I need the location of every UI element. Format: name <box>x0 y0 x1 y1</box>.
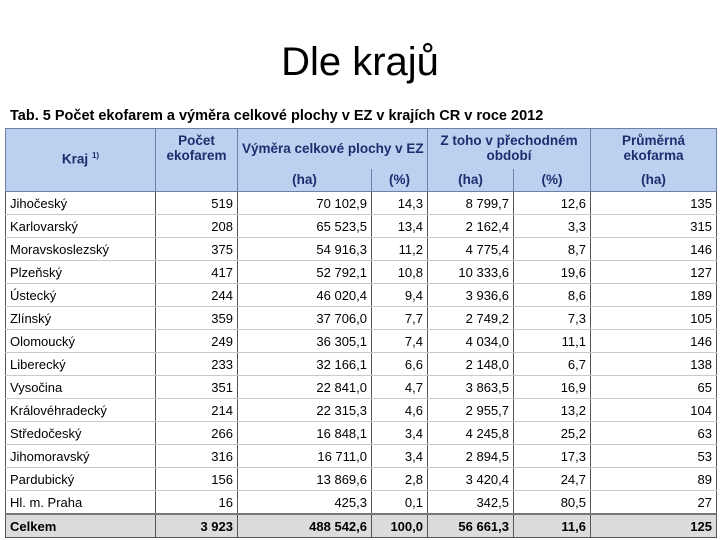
table-cell: 146 <box>591 238 717 261</box>
table-cell: 6,7 <box>514 353 591 376</box>
table-cell: 104 <box>591 399 717 422</box>
table-cell: 14,3 <box>372 192 428 215</box>
table-cell-kraj: Vysočina <box>6 376 156 399</box>
table-cell: 2 162,4 <box>428 215 514 238</box>
table-cell: 10,8 <box>372 261 428 284</box>
table-cell: 3 420,4 <box>428 468 514 491</box>
table-cell: 65 523,5 <box>238 215 372 238</box>
table-row <box>6 399 717 422</box>
table-cell-kraj: Hl. m. Praha <box>6 491 156 515</box>
table-cell: 266 <box>156 422 238 445</box>
table-cell: 135 <box>591 192 717 215</box>
table-cell-kraj: Jihočeský <box>6 192 156 215</box>
table-row <box>6 422 717 445</box>
table-cell: 7,7 <box>372 307 428 330</box>
table-cell: 65 <box>591 376 717 399</box>
slide-title: Dle krajů <box>281 40 439 84</box>
table-cell: 425,3 <box>238 491 372 515</box>
table-cell-kraj: Zlínský <box>6 307 156 330</box>
table-cell: 351 <box>156 376 238 399</box>
table-cell: 6,6 <box>372 353 428 376</box>
table-cell: 316 <box>156 445 238 468</box>
table-cell: 146 <box>591 330 717 353</box>
table-cell-kraj: Plzeňský <box>6 261 156 284</box>
table-cell: 19,6 <box>514 261 591 284</box>
table-cell: 27 <box>591 491 717 515</box>
header-vymera-ha: (ha) <box>238 169 372 192</box>
table-cell: 8,6 <box>514 284 591 307</box>
table-cell: 3,3 <box>514 215 591 238</box>
table-cell: 4,7 <box>372 376 428 399</box>
table-cell: 8,7 <box>514 238 591 261</box>
header-kraj: Kraj $^{1)}$ <box>6 129 156 192</box>
header-vymera-pct: (%) <box>372 169 428 192</box>
table-cell: 4,6 <box>372 399 428 422</box>
table-cell: 315 <box>591 215 717 238</box>
table-cell: 13,2 <box>514 399 591 422</box>
table-cell: 11,6 <box>514 514 591 538</box>
header-prumer-ha: (ha) <box>591 169 717 192</box>
table-cell: 138 <box>591 353 717 376</box>
table-cell: 13,4 <box>372 215 428 238</box>
table-row <box>6 445 717 468</box>
table-row <box>6 330 717 353</box>
table-cell: 16 711,0 <box>238 445 372 468</box>
table-cell: 10 333,6 <box>428 261 514 284</box>
table-cell: 24,7 <box>514 468 591 491</box>
header-prechod: Z toho v přechodném období <box>428 129 591 170</box>
table-cell: 156 <box>156 468 238 491</box>
table-cell: 4 034,0 <box>428 330 514 353</box>
table-cell: 7,3 <box>514 307 591 330</box>
table-cell-kraj: Jihomoravský <box>6 445 156 468</box>
table-cell: 89 <box>591 468 717 491</box>
table-cell: 233 <box>156 353 238 376</box>
table-cell-kraj: Olomoucký <box>6 330 156 353</box>
table-cell-kraj: Moravskoslezský <box>6 238 156 261</box>
table-caption: Tab. 5 Počet ekofarem a výměra celkové plochy v EZ v krajích CR v roce 2012 <box>10 108 544 124</box>
table-cell: 0,1 <box>372 491 428 515</box>
table-cell: 2 148,0 <box>428 353 514 376</box>
header-vymera: Výměra celkové plochy v EZ <box>238 129 428 170</box>
table-cell-kraj: Pardubický <box>6 468 156 491</box>
table-cell: 3,4 <box>372 422 428 445</box>
table-cell: 2,8 <box>372 468 428 491</box>
header-prumer: Průměrná ekofarma <box>591 129 717 170</box>
table-cell: 32 166,1 <box>238 353 372 376</box>
table-cell: 105 <box>591 307 717 330</box>
table-cell: 22 315,3 <box>238 399 372 422</box>
table-row <box>6 238 717 261</box>
table-cell: 342,5 <box>428 491 514 515</box>
table-cell: 3,4 <box>372 445 428 468</box>
table-cell: 36 305,1 <box>238 330 372 353</box>
table-cell: 488 542,6 <box>238 514 372 538</box>
header-pocet-unit <box>156 169 238 192</box>
table-cell: 244 <box>156 284 238 307</box>
table-cell: 16 848,1 <box>238 422 372 445</box>
header-prechod-ha: (ha) <box>428 169 514 192</box>
header-prechod-pct: (%) <box>514 169 591 192</box>
table-cell: 3 923 <box>156 514 238 538</box>
table-cell-kraj: Karlovarský <box>6 215 156 238</box>
table-row <box>6 491 717 515</box>
table-row <box>6 307 717 330</box>
table-cell-kraj: Celkem <box>6 514 156 538</box>
table-cell: 70 102,9 <box>238 192 372 215</box>
table-cell: 2 749,2 <box>428 307 514 330</box>
table-cell-kraj: Středočeský <box>6 422 156 445</box>
table-cell: 46 020,4 <box>238 284 372 307</box>
table-total-row <box>6 514 717 538</box>
table-cell: 2 894,5 <box>428 445 514 468</box>
table-row <box>6 261 717 284</box>
table-cell: 3 863,5 <box>428 376 514 399</box>
table-cell: 9,4 <box>372 284 428 307</box>
table-cell: 11,2 <box>372 238 428 261</box>
table-cell: 4 245,8 <box>428 422 514 445</box>
data-table-container <box>5 128 716 538</box>
table-cell: 2 955,7 <box>428 399 514 422</box>
table-cell: 25,2 <box>514 422 591 445</box>
table-row <box>6 376 717 399</box>
table-cell-kraj: Ústecký <box>6 284 156 307</box>
table-cell: 100,0 <box>372 514 428 538</box>
table-cell: 11,1 <box>514 330 591 353</box>
table-row <box>6 353 717 376</box>
table-cell: 80,5 <box>514 491 591 515</box>
table-cell: 3 936,6 <box>428 284 514 307</box>
table-cell: 249 <box>156 330 238 353</box>
table-cell: 214 <box>156 399 238 422</box>
table-cell: 417 <box>156 261 238 284</box>
table-cell: 53 <box>591 445 717 468</box>
table-cell-kraj: Liberecký <box>6 353 156 376</box>
ekofarmy-table <box>5 128 717 538</box>
table-cell: 37 706,0 <box>238 307 372 330</box>
table-cell-kraj: Královéhradecký <box>6 399 156 422</box>
table-cell: 16 <box>156 491 238 515</box>
header-kraj-note: 1) <box>91 151 100 161</box>
table-cell: 17,3 <box>514 445 591 468</box>
table-row <box>6 284 717 307</box>
table-cell: 22 841,0 <box>238 376 372 399</box>
table-cell: 359 <box>156 307 238 330</box>
table-cell: 7,4 <box>372 330 428 353</box>
table-cell: 189 <box>591 284 717 307</box>
table-cell: 54 916,3 <box>238 238 372 261</box>
table-cell: 63 <box>591 422 717 445</box>
table-cell: 8 799,7 <box>428 192 514 215</box>
table-cell: 12,6 <box>514 192 591 215</box>
table-cell: 127 <box>591 261 717 284</box>
table-cell: 375 <box>156 238 238 261</box>
table-cell: 125 <box>591 514 717 538</box>
header-pocet: Počet ekofarem <box>156 129 238 170</box>
table-cell: 4 775,4 <box>428 238 514 261</box>
table-cell: 13 869,6 <box>238 468 372 491</box>
table-cell: 519 <box>156 192 238 215</box>
table-cell: 52 792,1 <box>238 261 372 284</box>
table-cell: 56 661,3 <box>428 514 514 538</box>
table-row <box>6 192 717 215</box>
table-cell: 208 <box>156 215 238 238</box>
table-cell: 16,9 <box>514 376 591 399</box>
table-row <box>6 468 717 491</box>
table-row <box>6 215 717 238</box>
